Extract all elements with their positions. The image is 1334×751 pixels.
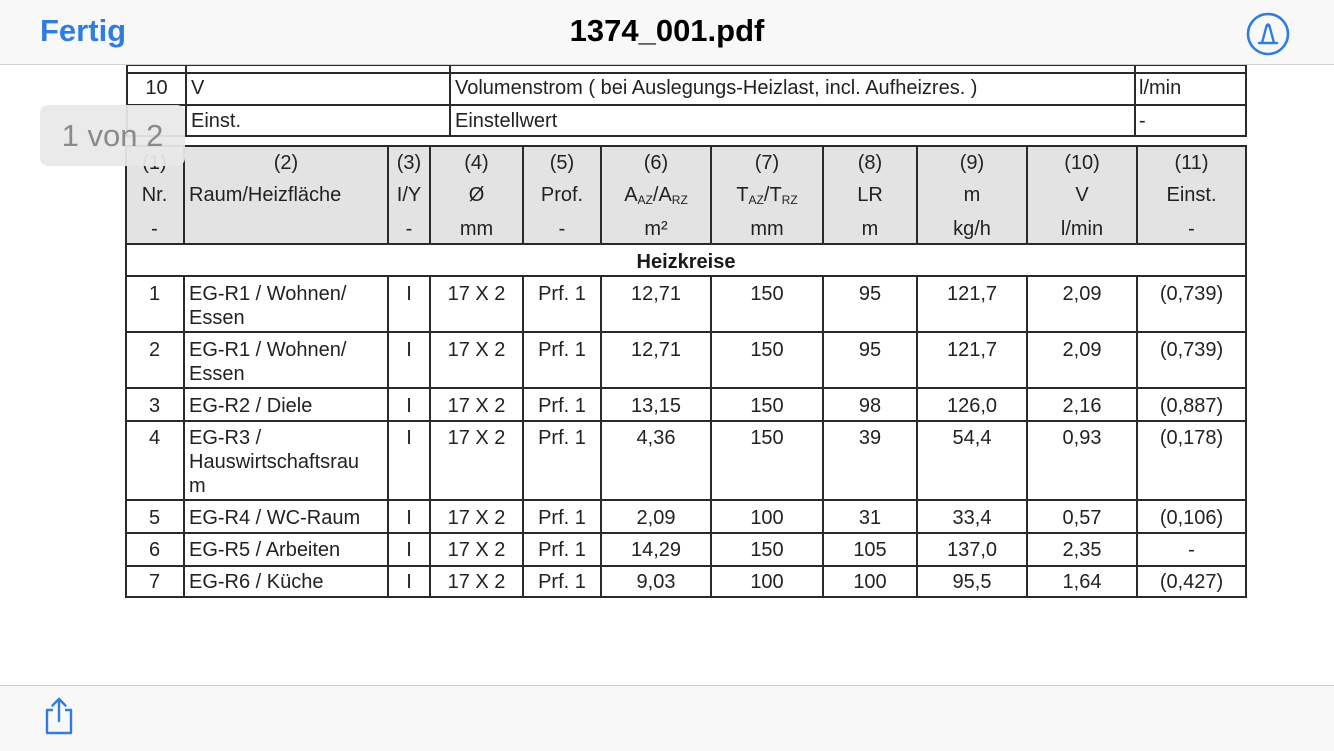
column-name: m [963, 184, 981, 206]
column-name: Ø [468, 184, 485, 206]
table-cell: 31 [858, 507, 882, 529]
table-cell-nr: 4 [148, 427, 161, 449]
table-cell: 100 [750, 507, 784, 529]
table-cell: 0,93 [1062, 427, 1102, 449]
table-cell: 13,15 [630, 395, 682, 417]
table-cell: 95 [858, 283, 882, 305]
table-cell: 95 [858, 339, 882, 361]
table-cell: 150 [750, 539, 784, 561]
table-cell: (0,427) [1159, 571, 1224, 593]
table-cell: (0,178) [1159, 427, 1224, 449]
column-name-area: $A_{AZ}/A_{RZ}$ [624, 184, 688, 207]
table-cell: (0,739) [1159, 339, 1224, 361]
done-button[interactable]: Fertig [40, 13, 127, 48]
table-cell: 17 X 2 [447, 539, 506, 561]
table-cell: 2,35 [1062, 539, 1102, 561]
table-cell: I [406, 339, 412, 361]
table-cell: Prf. 1 [538, 283, 586, 305]
table-cell: Prf. 1 [538, 571, 586, 593]
table-cell-room: EG-R4 / WC-Raum [189, 507, 361, 529]
column-number: (6) [643, 152, 669, 174]
table-cell: 150 [750, 395, 784, 417]
table-cell: I [406, 571, 412, 593]
table-cell: 137,0 [946, 539, 998, 561]
table-cell: 17 X 2 [447, 339, 506, 361]
table-cell-room: EG-R1 / Wohnen/ [189, 339, 347, 361]
table-cell: 4,36 [636, 427, 676, 449]
table-cell: 17 X 2 [447, 283, 506, 305]
column-number: (5) [549, 152, 575, 174]
pdf-viewer[interactable] [0, 65, 1334, 685]
table-cell: 17 X 2 [447, 571, 506, 593]
table-cell: Prf. 1 [538, 507, 586, 529]
table-cell-room: Essen [189, 363, 245, 385]
column-unit: kg/h [953, 218, 991, 240]
table-cell: 121,7 [946, 339, 998, 361]
table-cell: I [406, 539, 412, 561]
table-cell: 54,4 [952, 427, 992, 449]
table-cell: 2,09 [1062, 339, 1102, 361]
legend-abbreviation: V [191, 77, 205, 99]
table-cell-nr: 6 [148, 539, 161, 561]
table-cell: 1,64 [1062, 571, 1102, 593]
table-cell: Prf. 1 [538, 539, 586, 561]
column-number: (10) [1064, 152, 1100, 174]
table-cell: 105 [853, 539, 887, 561]
table-cell: 17 X 2 [447, 427, 506, 449]
column-number: (8) [857, 152, 883, 174]
pdf-page [0, 65, 1334, 685]
table-cell: 17 X 2 [447, 395, 506, 417]
table-cell: 33,4 [952, 507, 992, 529]
column-name: LR [857, 184, 883, 206]
share-icon[interactable] [42, 696, 76, 736]
table-cell: 121,7 [946, 283, 998, 305]
legend-description: Volumenstrom ( bei Auslegungs-Heizlast, incl. Aufheizres. ) [455, 77, 978, 99]
table-cell-nr: 2 [148, 339, 161, 361]
column-unit: - [1188, 218, 1195, 240]
legend-unit: l/min [1139, 77, 1182, 99]
table-cell: 9,03 [636, 571, 676, 593]
column-unit: mm [459, 218, 494, 240]
table-cell: 14,29 [630, 539, 682, 561]
table-cell-nr: 7 [148, 571, 161, 593]
column-number: (4) [464, 152, 489, 174]
column-unit: l/min [1060, 218, 1104, 240]
column-number: (3) [396, 152, 422, 174]
table-cell-room: EG-R6 / Küche [189, 571, 324, 593]
table-cell-room: Essen [189, 307, 245, 329]
table-cell: I [406, 395, 412, 417]
table-cell-nr: 5 [148, 507, 161, 529]
column-number: (11) [1174, 152, 1209, 174]
table-cell: 2,09 [1062, 283, 1102, 305]
column-unit: m² [644, 218, 668, 240]
column-name: Nr. [141, 184, 168, 206]
table-cell-room: EG-R1 / Wohnen/ [189, 283, 347, 305]
legend-description: Einstellwert [455, 110, 558, 132]
table-cell: 150 [750, 427, 784, 449]
table-cell: 12,71 [630, 339, 682, 361]
table-cell: 39 [858, 427, 882, 449]
navigation-bar [0, 0, 1334, 65]
table-cell: 100 [750, 571, 784, 593]
table-cell: 0,57 [1062, 507, 1102, 529]
table-cell: (0,106) [1159, 507, 1224, 529]
table-cell: 2,16 [1062, 395, 1102, 417]
column-number: (2) [273, 152, 299, 174]
table-cell: (0,887) [1159, 395, 1224, 417]
table-cell: (0,739) [1159, 283, 1224, 305]
section-title: Heizkreise [636, 251, 736, 273]
table-cell-room: EG-R2 / Diele [189, 395, 313, 417]
column-unit: - [558, 218, 566, 240]
legend-number: 10 [145, 77, 168, 99]
table-cell-room: Hauswirtschaftsrau [189, 451, 360, 473]
table-cell-nr: 3 [148, 395, 161, 417]
table-cell: Prf. 1 [538, 339, 586, 361]
document-title: 1374_001.pdf [569, 13, 765, 48]
table-cell: Prf. 1 [538, 395, 586, 417]
legend-abbreviation: Einst. [191, 110, 242, 132]
table-cell-room: m [189, 475, 206, 497]
table-cell: 12,71 [630, 283, 682, 305]
table-cell: 126,0 [946, 395, 998, 417]
markup-pen-icon[interactable] [1246, 12, 1290, 56]
column-number: (7) [754, 152, 780, 174]
table-cell: 100 [853, 571, 887, 593]
table-cell-room: EG-R5 / Arbeiten [189, 539, 341, 561]
table-cell: I [406, 427, 412, 449]
table-cell: 17 X 2 [447, 507, 506, 529]
table-cell: I [406, 283, 412, 305]
column-name: Einst. [1166, 184, 1217, 206]
column-unit: - [151, 218, 158, 240]
table-cell: - [1188, 539, 1195, 561]
column-name: Raum/Heizfläche [189, 184, 342, 206]
column-unit: mm [750, 218, 784, 240]
table-cell: Prf. 1 [538, 427, 586, 449]
column-unit: m [861, 218, 879, 240]
column-unit: - [405, 218, 413, 240]
table-cell-room: EG-R3 / [189, 427, 262, 449]
table-cell: I [406, 507, 412, 529]
table-cell: 150 [750, 283, 784, 305]
column-number: (9) [959, 152, 985, 174]
column-name: V [1075, 184, 1089, 206]
column-name: Prof. [540, 184, 584, 206]
legend-unit: - [1139, 110, 1146, 132]
table-cell: 2,09 [636, 507, 676, 529]
table-cell-nr: 1 [148, 283, 161, 305]
bottom-toolbar [0, 685, 1334, 751]
table-cell: 95,5 [952, 571, 992, 593]
column-name: I/Y [396, 184, 422, 206]
column-name-spacing: $T_{AZ}/T_{RZ}$ [736, 184, 798, 207]
table-cell: 150 [750, 339, 784, 361]
page-indicator: 1 von 2 [40, 105, 185, 166]
table-cell: 98 [858, 395, 882, 417]
